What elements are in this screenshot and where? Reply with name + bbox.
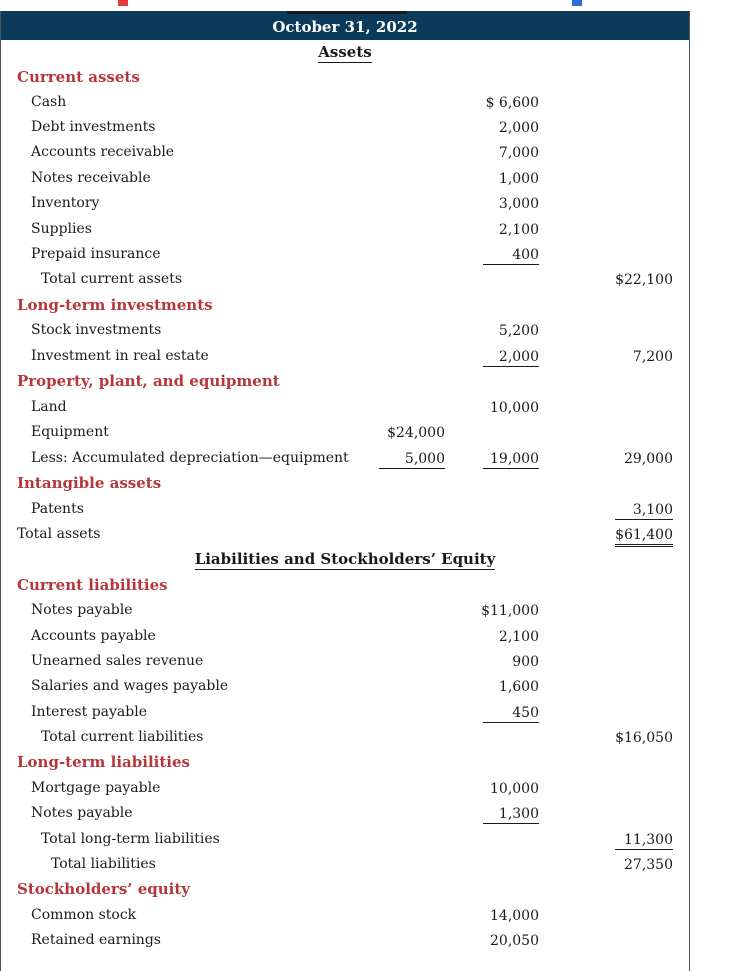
row-unearned-sales-revenue: Unearned sales revenue 900	[31, 653, 539, 670]
current-liabilities-heading: Current liabilities	[17, 576, 168, 594]
statement-date: October 31, 2022	[272, 18, 418, 36]
row-notes-receivable: Notes receivable 1,000	[31, 170, 539, 187]
row-mortgage-payable: Mortgage payable 10,000	[31, 780, 539, 797]
row-patents: Patents 3,100	[31, 501, 673, 518]
row-retained-earnings: Retained earnings 20,050	[31, 932, 539, 949]
row-common-stock: Common stock 14,000	[31, 907, 539, 924]
row-total-long-term-liabilities: Total long-term liabilities 11,300	[41, 831, 673, 848]
row-land: Land 10,000	[31, 399, 539, 416]
liabilities-equity-title: Liabilities and Stockholders’ Equity	[194, 550, 496, 568]
ppe-heading: Property, plant, and equipment	[17, 372, 280, 390]
assets-title: Assets	[318, 43, 372, 61]
row-notes-payable-long-term: Notes payable 1,300	[31, 805, 539, 822]
balance-sheet	[0, 11, 690, 971]
intangible-assets-heading: Intangible assets	[17, 474, 162, 492]
stockholders-equity-heading: Stockholders’ equity	[17, 880, 191, 898]
row-accumulated-depreciation: Less: Accumulated depreciation—equipment 5,000 19,000 29,000	[31, 450, 673, 467]
row-prepaid-insurance: Prepaid insurance 400	[31, 246, 539, 263]
row-total-current-assets: Total current assets $22,100	[41, 271, 673, 288]
row-supplies: Supplies 2,100	[31, 221, 539, 238]
row-stock-investments: Stock investments 5,200	[31, 322, 539, 339]
row-debt-investments: Debt investments 2,000	[31, 119, 539, 136]
row-interest-payable: Interest payable 450	[31, 704, 539, 721]
row-salaries-wages-payable: Salaries and wages payable 1,600	[31, 678, 539, 695]
row-cash: Cash $ 6,600	[31, 94, 539, 111]
row-total-liabilities: Total liabilities 27,350	[51, 856, 673, 873]
toolbar-blue-mark	[572, 0, 582, 6]
row-accounts-receivable: Accounts receivable 7,000	[31, 144, 539, 161]
row-inventory: Inventory 3,000	[31, 195, 539, 212]
toolbar-red-mark	[118, 0, 128, 6]
row-total-current-liabilities: Total current liabilities $16,050	[41, 729, 673, 746]
long-term-investments-heading: Long-term investments	[17, 296, 213, 314]
row-accounts-payable: Accounts payable 2,100	[31, 628, 539, 645]
long-term-liabilities-heading: Long-term liabilities	[17, 753, 190, 771]
current-assets-heading: Current assets	[17, 68, 140, 86]
header-cut-line	[287, 11, 407, 14]
row-equipment: Equipment $24,000	[31, 424, 445, 441]
row-investment-real-estate: Investment in real estate 2,000 7,200	[31, 348, 673, 365]
statement-header	[1, 11, 689, 40]
row-total-assets: Total assets $61,400	[1, 523, 689, 548]
row-notes-payable: Notes payable $11,000	[31, 602, 539, 619]
